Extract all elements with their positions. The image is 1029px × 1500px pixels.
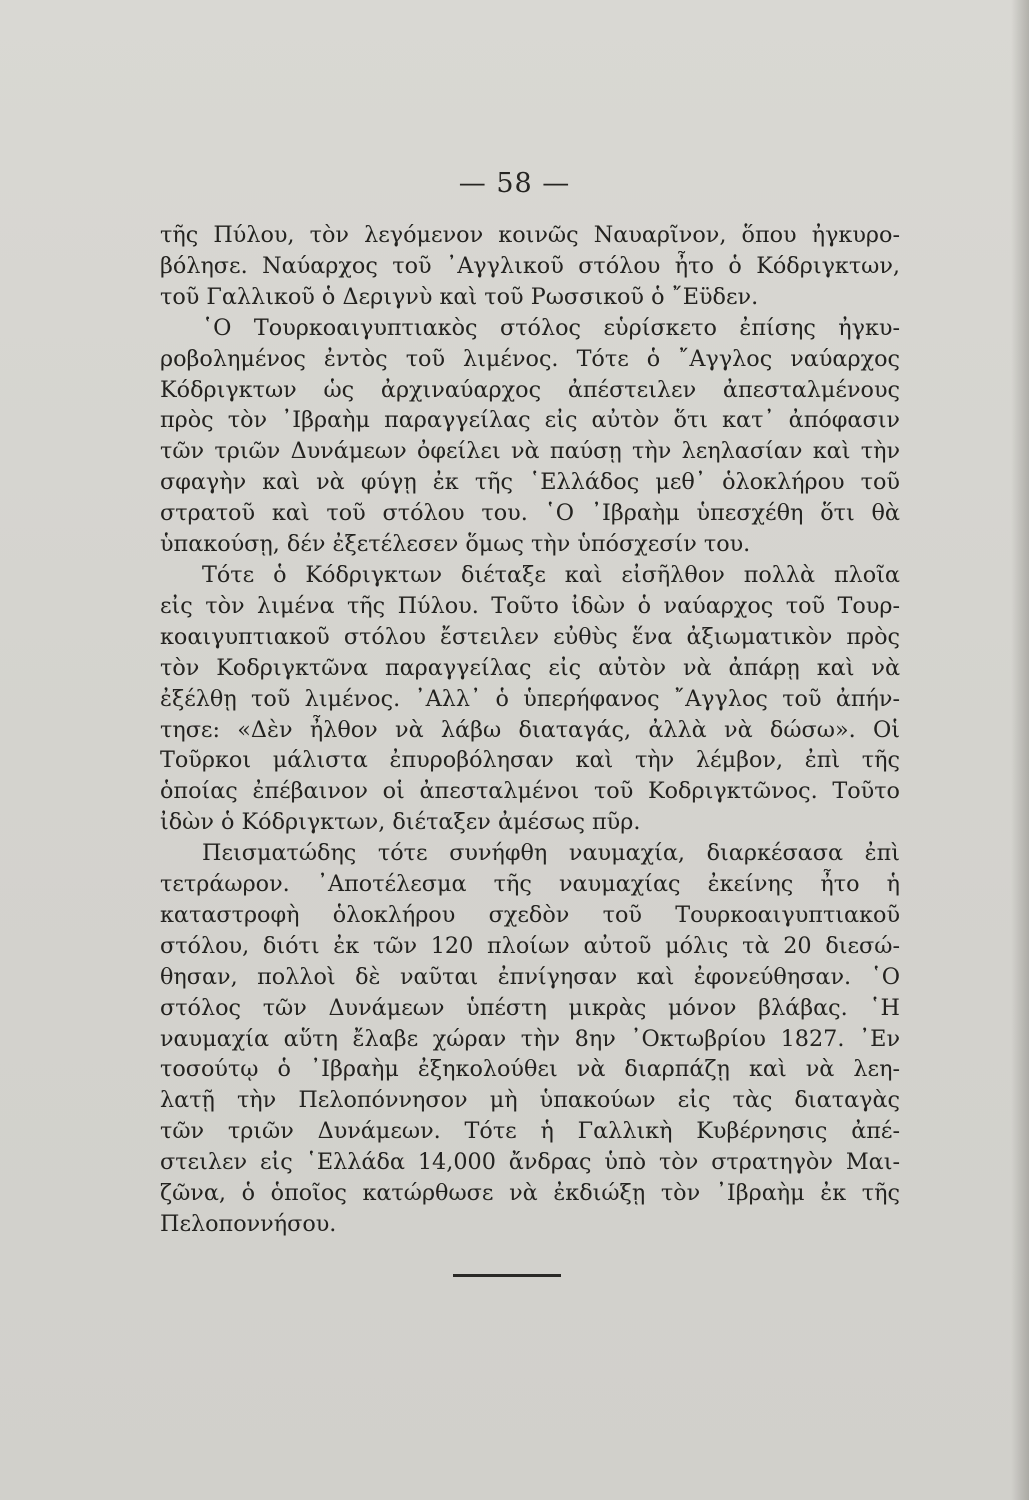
text-line: κοαιγυπτιακοῦ στόλου ἔστειλεν εὐθὺς ἕνα ἀξιωματικὸν πρὸς	[160, 623, 900, 650]
text-line: βόλησε. Ναύαρχος τοῦ ᾿Αγγλικοῦ στόλου ἦτο ὁ Κόδριγκτων,	[160, 252, 900, 279]
text-line: τῆς Πύλου, τὸν λεγόμενον κοινῶς Ναυαρῖνον, ὅπου ἠγκυρο-	[160, 222, 900, 248]
body-text	[160, 220, 900, 1240]
paragraph-4	[160, 838, 900, 1240]
text-line: ὑπακούσῃ, δέν ἐξετέλεσεν ὅμως τὴν ὑπόσχεσίν του.	[160, 531, 751, 558]
text-line: ῾Ο Τουρκοαιγυπτιακὸς στόλος εὑρίσκετο ἐπίσης ἠγκυ-	[202, 314, 900, 341]
text-line: στειλεν εἰς ῾Ελλάδα 14,000 ἄνδρας ὑπὸ τὸν στρατηγὸν Μαι-	[160, 1149, 900, 1176]
text-line: τῶν τριῶν Δυνάμεων. Τότε ἡ Γαλλικὴ Κυβέρνησις ἀπέ-	[160, 1118, 900, 1145]
paragraph-2	[160, 313, 900, 560]
paragraph-1	[160, 220, 900, 313]
text-line: τοσούτῳ ὁ ᾿Ιβραὴμ ἐξηκολούθει νὰ διαρπάζῃ καὶ νὰ λεη-	[160, 1056, 900, 1083]
page-number: — 58 —	[458, 168, 571, 199]
text-line: καταστροφὴ ὁλοκλήρου σχεδὸν τοῦ Τουρκοαιγυπτιακοῦ	[160, 901, 900, 928]
text-line: Τοῦρκοι μάλιστα ἐπυροβόλησαν καὶ τὴν λέμβον, ἐπὶ τῆς	[160, 747, 900, 774]
text-line: Τότε ὁ Κόδριγκτων διέταξε καὶ εἰσῆλθον πολλὰ πλοῖα	[202, 561, 900, 588]
text-line: ἰδὼν ὁ Κόδριγκτων, διέταξεν ἀμέσως πῦρ.	[160, 809, 641, 836]
text-line: στόλου, διότι ἐκ τῶν 120 πλοίων αὐτοῦ μόλις τὰ 20 διεσώ-	[160, 932, 900, 959]
text-line: ὁποίας ἐπέβαινον οἱ ἀπεσταλμένοι τοῦ Κοδριγκτῶνος. Τοῦτο	[160, 778, 900, 805]
text-line: στρατοῦ καὶ τοῦ στόλου του. ῾Ο ᾿Ιβραὴμ ὑπεσχέθη ὅτι θὰ	[160, 500, 900, 527]
text-line: λατῇ τὴν Πελοπόννησον μὴ ὑπακούων εἰς τὰς διαταγὰς	[160, 1087, 900, 1114]
page-edge-shadow	[1011, 0, 1029, 1500]
text-line: τοῦ Γαλλικοῦ ὁ Δεριγνὺ καὶ τοῦ Ρωσσικοῦ ὁ ῎Εϋδεν.	[160, 283, 759, 310]
paragraph-3	[160, 560, 900, 838]
text-line: τῶν τριῶν Δυνάμεων ὀφείλει νὰ παύσῃ τὴν λεηλασίαν καὶ τὴν	[160, 438, 900, 465]
text-line: Πεισματώδης τότε συνήφθη ναυμαχία, διαρκέσασα ἐπὶ	[202, 840, 900, 867]
text-line: πρὸς τὸν ᾿Ιβραὴμ παραγγείλας εἰς αὐτὸν ὅτι κατ᾿ ἀπόφασιν	[160, 407, 900, 434]
text-line: θησαν, πολλοὶ δὲ ναῦται ἐπνίγησαν καὶ ἐφονεύθησαν. ῾Ο	[160, 963, 900, 990]
end-divider-rule	[453, 1274, 561, 1277]
text-line: Κόδριγκτων ὡς ἀρχιναύαρχος ἀπέστειλεν ἀπεσταλμένους	[160, 376, 900, 403]
text-line: τετράωρον. ᾿Αποτέλεσμα τῆς ναυμαχίας ἐκείνης ἦτο ἡ	[160, 871, 900, 898]
text-line: ἐξέλθῃ τοῦ λιμένος. ᾿Αλλ᾿ ὁ ὑπερήφανος ῎Αγγλος τοῦ ἀπήν-	[160, 685, 900, 712]
text-line: ναυμαχία αὕτη ἔλαβε χώραν τὴν 8ην ᾿Οκτωβρίου 1827. ᾿Εν	[160, 1025, 900, 1052]
text-line: εἰς τὸν λιμένα τῆς Πύλου. Τοῦτο ἰδὼν ὁ ναύαρχος τοῦ Τουρ-	[160, 592, 900, 619]
text-line: σφαγὴν καὶ νὰ φύγῃ ἐκ τῆς ῾Ελλάδος μεθ᾿ ὁλοκλήρου τοῦ	[160, 469, 900, 496]
text-line: τὸν Κοδριγκτῶνα παραγγείλας εἰς αὐτὸν νὰ ἀπάρῃ καὶ νὰ	[160, 654, 900, 681]
text-line: Πελοποννήσου.	[160, 1211, 337, 1237]
text-line: τησε: «Δὲν ἦλθον νὰ λάβω διαταγάς, ἀλλὰ νὰ δώσω». Οἱ	[160, 716, 900, 743]
text-line: ζῶνα, ὁ ὁποῖος κατώρθωσε νὰ ἐκδιώξῃ τὸν ᾿Ιβραὴμ ἐκ τῆς	[160, 1180, 900, 1207]
text-line: ροβολημένος ἐντὸς τοῦ λιμένος. Τότε ὁ ῎Αγγλος ναύαρχος	[160, 345, 900, 372]
text-line: στόλος τῶν Δυνάμεων ὑπέστη μικρὰς μόνον βλάβας. ῾Η	[160, 994, 900, 1021]
